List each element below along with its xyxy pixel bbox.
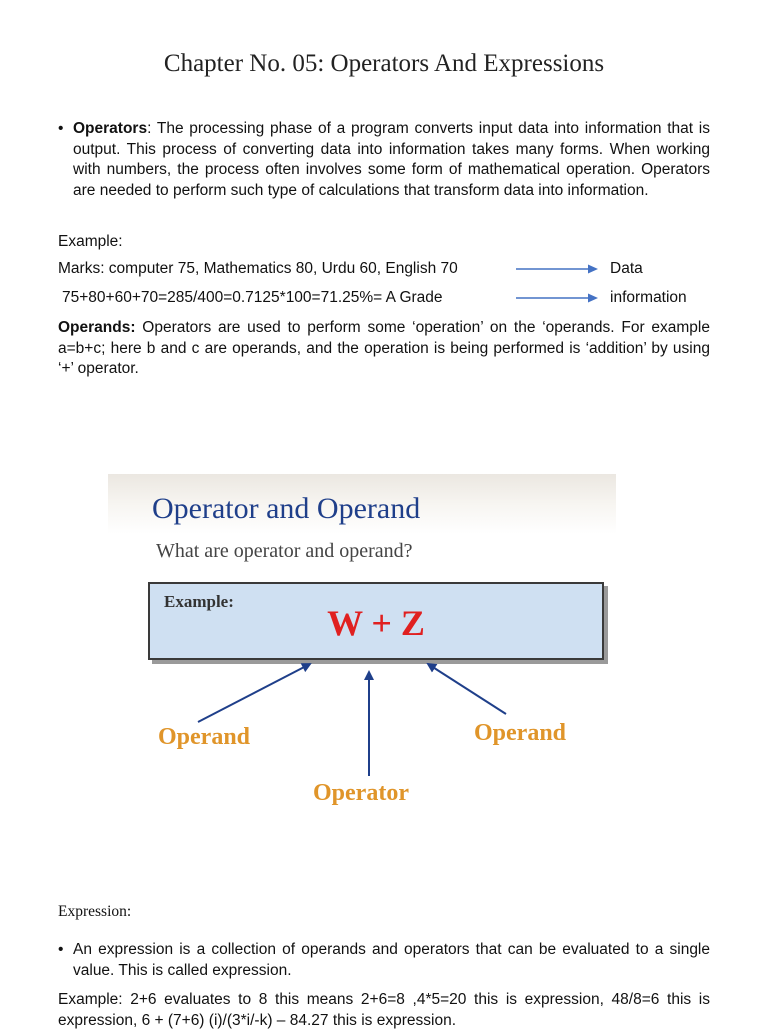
arrow-left-operand <box>198 664 310 722</box>
operator-operand-figure <box>108 474 616 812</box>
bullet-icon: • <box>58 120 64 137</box>
operands-text: Operators are used to perform some ‘operation’ on the ‘operands. For example a=b+c; here b and c are operands, and the operation is being performed is ‘addition’ by using ‘+’ operator. <box>58 319 710 377</box>
bullet-icon: • <box>58 941 64 958</box>
operands-paragraph <box>58 318 710 380</box>
expression-heading: Expression: <box>58 903 132 920</box>
operators-text: : The processing phase of a program converts input data into information that is output. This process of converting data into information takes many forms. When working with numbers, the process often involves some form of mathematical operation. Operators are needed to perform such type of calculations that transform data into information. <box>73 120 710 199</box>
example-row-information-left: 75+80+60+70=285/400=0.7125*100=71.25%= A Grade <box>62 289 443 306</box>
example-label: Example: <box>58 233 123 250</box>
figure-expression: W + Z <box>327 603 425 643</box>
arrow-right-icon <box>514 262 600 276</box>
example-row-data-right: Data <box>610 260 643 277</box>
operator-label: Operator <box>313 780 409 806</box>
example-row-data-left: Marks: computer 75, Mathematics 80, Urdu 60, English 70 <box>58 260 458 277</box>
operators-paragraph <box>58 119 710 201</box>
expression-text: An expression is a collection of operands and operators that can be evaluated to a single value. This is called expression. <box>73 941 710 979</box>
operators-term: Operators <box>73 120 148 137</box>
figure-title: Operator and Operand <box>152 492 421 525</box>
figure-arrows <box>108 474 616 812</box>
page-title: Chapter No. 05: Operators And Expressions <box>163 50 605 77</box>
example-row-information-right: information <box>610 289 687 306</box>
expression-example: Example: 2+6 evaluates to 8 this means 2+6=8 ,4*5=20 this is expression, 48/8=6 this is expression, 6 + (7+6) (i)/(3*i/-k) – 84.27 this is expression. <box>58 991 710 1029</box>
arrow-right-operand <box>428 664 506 714</box>
operand-left-label: Operand <box>158 724 251 750</box>
figure-subtitle: What are operator and operand? <box>156 540 413 562</box>
expression-paragraph <box>58 940 710 981</box>
operand-right-label: Operand <box>474 720 567 746</box>
figure-example-label: Example: <box>164 592 234 611</box>
arrow-right-icon <box>514 291 600 305</box>
operands-term: Operands: <box>58 319 136 336</box>
